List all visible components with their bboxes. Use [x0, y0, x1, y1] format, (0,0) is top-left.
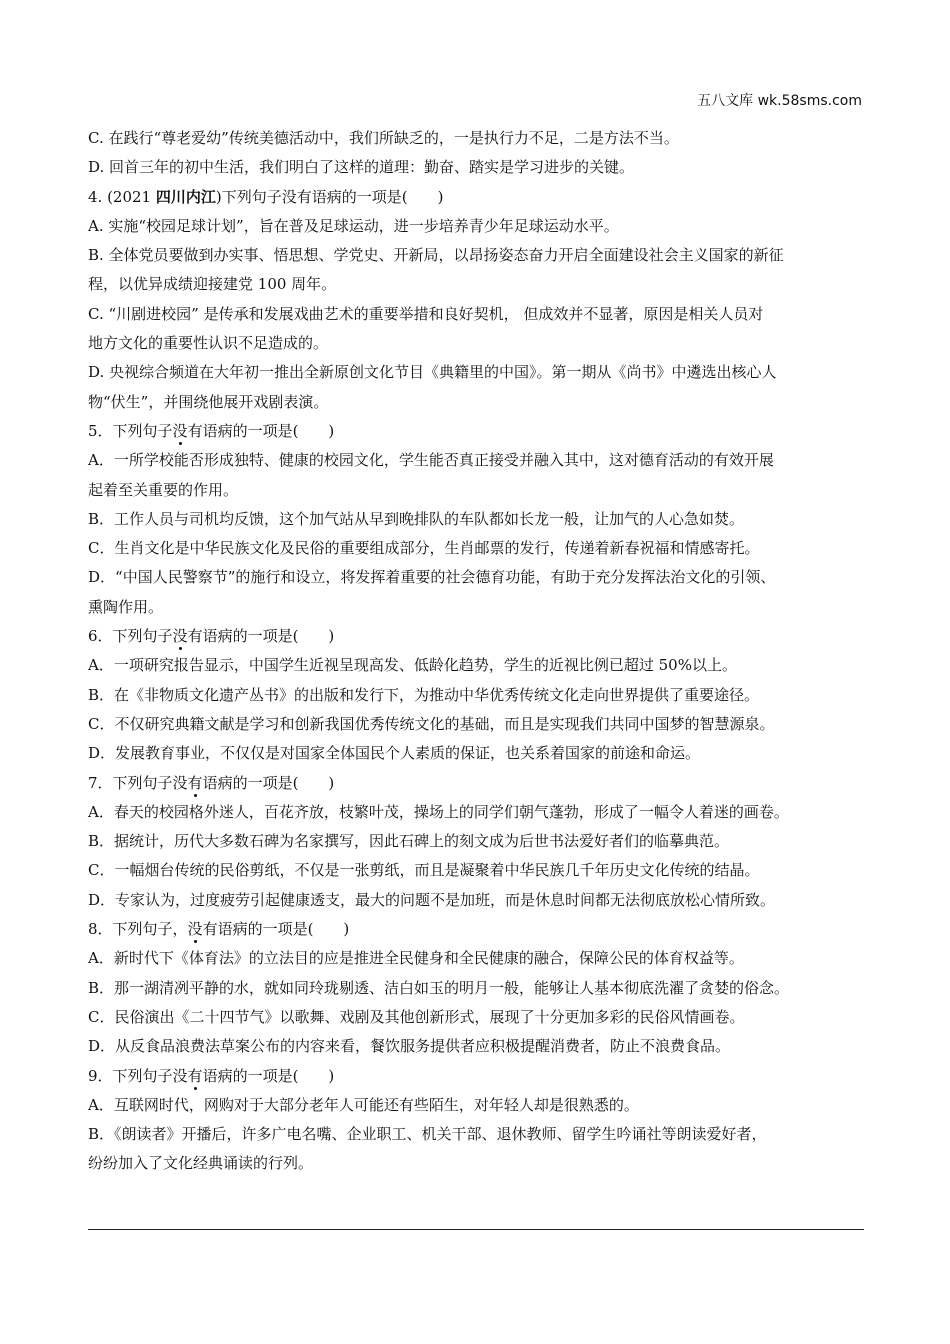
question-text [88, 124, 864, 1179]
text-line: 程，以优异成绩迎接建党 100 周年。 [88, 275, 337, 294]
text-line: D．“中国人民警察节”的施行和设立，将发挥着重要的社会德育功能，有助于充分发挥法治文化的引领、 [88, 568, 776, 587]
emphasis-dot: 有 [187, 773, 203, 792]
text-line: 起着至关重要的作用。 [88, 480, 239, 499]
text-line: B．《朗读者》开播后，许多广电名嘴、企业职工、机关干部、退休教师、留学生吟诵社等朗读爱好者， [88, 1125, 767, 1144]
question-4-stem: 4. (2021 四川内江)下列句子没有语病的一项是( ) [88, 187, 444, 206]
text-line: D．专家认为，过度疲劳引起健康透支，最大的问题不是加班，而是休息时间都无法彻底放松心情所致。 [88, 890, 776, 909]
text-line: D．发展教育事业，不仅仅是对国家全体国民个人素质的保证，也关系着国家的前途和命运。 [88, 744, 701, 763]
question-7-stem: 7．下列句子没有语病的一项是( ) [88, 773, 335, 792]
text-line: A. 实施“校园足球计划”，旨在普及足球运动，进一步培养青少年足球运动水平。 [88, 216, 619, 235]
text-line: 纷纷加入了文化经典诵读的行列。 [88, 1154, 314, 1173]
text-line: D. 回首三年的初中生活，我们明白了这样的道理：勤奋、踏实是学习进步的关键。 [88, 158, 635, 177]
text-line: D．从反食品浪费法草案公布的内容来看，餐饮服务提供者应积极提醒消费者，防止不浪费食品。 [88, 1037, 731, 1056]
text-line: C．一幅烟台传统的民俗剪纸，不仅是一张剪纸，而且是凝聚着中华民族几千年历史文化传统的结晶。 [88, 861, 760, 880]
emphasis-dot: 没 [172, 627, 188, 646]
text-line: B．据统计，历代大多数石碑为名家撰写，因此石碑上的刻文成为后世书法爱好者们的临摹典范。 [88, 832, 730, 851]
emphasis-dot: 没 [187, 920, 203, 939]
question-5-stem: 5．下列句子没有语病的一项是( ) [88, 421, 335, 440]
question-9-stem: 9．下列句子没有语病的一项是( ) [88, 1066, 335, 1085]
text-line: B．工作人员与司机均反馈，这个加气站从早到晚排队的车队都如长龙一般，让加气的人心急如焚。 [88, 509, 745, 528]
text-line: 熏陶作用。 [88, 597, 164, 616]
text-line: C. “川剧进校园” 是传承和发展戏曲艺术的重要举措和良好契机， 但成效并不显著，原因是相关人员对 [88, 304, 764, 323]
emphasis-dot: 没 [172, 421, 188, 440]
text-line: C．生肖文化是中华民族文化及民俗的重要组成部分，生肖邮票的发行，传递着新春祝福和情感寄托。 [88, 539, 760, 558]
text-line: C．不仅研究典籍文献是学习和创新我国优秀传统文化的基础，而且是实现我们共同中国梦的智慧源泉。 [88, 714, 775, 733]
footer-divider [88, 1229, 864, 1230]
text-line: C. 在践行“尊老爱幼”传统美德活动中，我们所缺乏的，一是执行力不足，二是方法不当。 [88, 129, 679, 147]
text-line: B．在《非物质文化遗产丛书》的出版和发行下，为推动中华优秀传统文化走向世界提供了重要途径。 [88, 685, 760, 704]
text-line: A．一项研究报告显示，中国学生近视呈现高发、低龄化趋势，学生的近视比例已超过 50%以上。 [88, 656, 737, 675]
text-line: A．互联网时代，网购对于大部分老年人可能还有些陌生，对年轻人却是很熟悉的。 [88, 1095, 639, 1114]
text-line: A．一所学校能否形成独特、健康的校园文化，学生能否真正接受并融入其中，这对德育活动的有效开展 [88, 451, 774, 470]
question-8-stem: 8．下列句子，没有语病的一项是( ) [88, 920, 350, 939]
text-line: B. 全体党员要做到办实事、悟思想、学党史、开新局，以昂扬姿态奋力开启全面建设社会主义国家的新征 [88, 246, 784, 265]
watermark-header: 五八文库 wk.58sms.com [697, 93, 862, 109]
text-line: B．那一湖清冽平静的水，就如同玲珑剔透、洁白如玉的明月一般，能够让人基本彻底洗濯了贪婪的俗念。 [88, 978, 790, 997]
text-line: C．民俗演出《二十四节气》以歌舞、戏剧及其他创新形式，展现了十分更加多彩的民俗风情画卷。 [88, 1007, 745, 1026]
emphasis-dot: 有 [187, 1066, 203, 1085]
text-line: D. 央视综合频道在大年初一推出全新原创文化节目《典籍里的中国》。第一期从《尚书》中遴选出核心人 [88, 363, 777, 382]
text-line: 地方文化的重要性认识不足造成的。 [88, 334, 329, 353]
text-line: 物“伏生”，并围绕他展开戏剧表演。 [88, 392, 329, 411]
text-line: A．新时代下《体育法》的立法目的应是推进全民健身和全民健康的融合，保障公民的体育权益等。 [88, 949, 744, 968]
text-line: A．春天的校园格外迷人，百花齐放，枝繁叶茂，操场上的同学们朝气蓬勃，形成了一幅令人着迷的画卷。 [88, 802, 789, 821]
question-6-stem: 6．下列句子没有语病的一项是( ) [88, 627, 335, 646]
source-label: 四川内江 [155, 187, 216, 206]
